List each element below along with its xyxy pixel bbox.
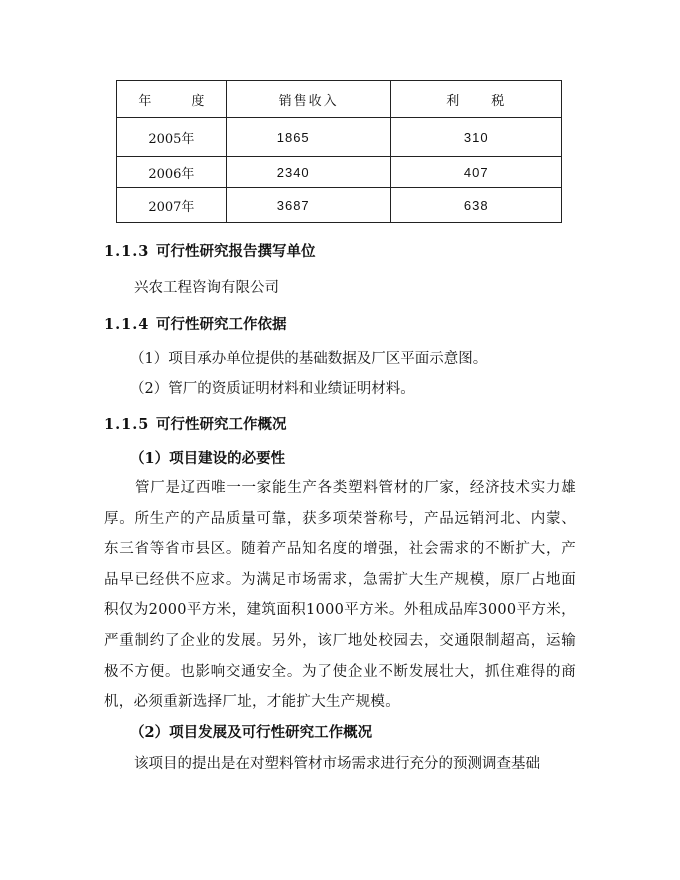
header-year: 年 度	[117, 81, 227, 118]
cell-year: 2007年	[117, 188, 227, 223]
cell-tax: 407	[391, 157, 562, 188]
cell-year: 2006年	[117, 157, 227, 188]
necessity-paragraph: 管厂是辽西唯一一家能生产各类塑料管材的厂家，经济技术实力雄厚。所生产的产品质量可靠，获多项荣誉称号，产品远销河北、内蒙、东三省等省市县区。随着产品知名度的增强，社会需求的不断扩大，产品早已经供不应求。为满足市场需求，急需扩大生产规模，原厂占地面积仅为2000平方米，建筑面积1000平方米。外租成品库3000平方米，严重制约了企业的发展。另外，该厂地处校园去，交通限制超高，运输极不方便。也影响交通安全。为了使企业不断发展壮大，抓住难得的商机，必须重新选择厂址，才能扩大生产规模。	[104, 480, 576, 711]
sales-table	[116, 80, 562, 223]
cell-revenue: 3687	[226, 188, 391, 223]
cell-revenue: 1865	[226, 118, 391, 157]
header-tax: 利 税	[391, 81, 562, 118]
subsection-necessity: （1）项目建设的必要性	[130, 450, 286, 467]
cell-revenue: 2340	[226, 157, 391, 188]
company-name: 兴农工程咨询有限公司	[134, 280, 279, 296]
cell-tax: 310	[391, 118, 562, 157]
table-row	[117, 118, 562, 157]
basis-item-2: （2）管厂的资质证明材料和业绩证明材料。	[130, 381, 415, 397]
header-revenue: 销售收入	[226, 81, 391, 118]
overview-paragraph: 该项目的提出是在对塑料管材市场需求进行充分的预测调查基础	[134, 756, 540, 772]
cell-tax: 638	[391, 188, 562, 223]
table-header-row	[117, 81, 562, 118]
basis-item-1: （1）项目承办单位提供的基础数据及厂区平面示意图。	[130, 351, 488, 367]
section-heading-1-1-5: 1.1.5 可行性研究工作概况	[104, 416, 287, 433]
cell-year: 2005年	[117, 118, 227, 157]
section-heading-1-1-3: 1.1.3 可行性研究报告撰写单位	[104, 243, 316, 260]
table-row	[117, 157, 562, 188]
subsection-overview: （2）项目发展及可行性研究工作概况	[130, 724, 373, 741]
section-heading-1-1-4: 1.1.4 可行性研究工作依据	[104, 316, 287, 333]
table-row	[117, 188, 562, 223]
